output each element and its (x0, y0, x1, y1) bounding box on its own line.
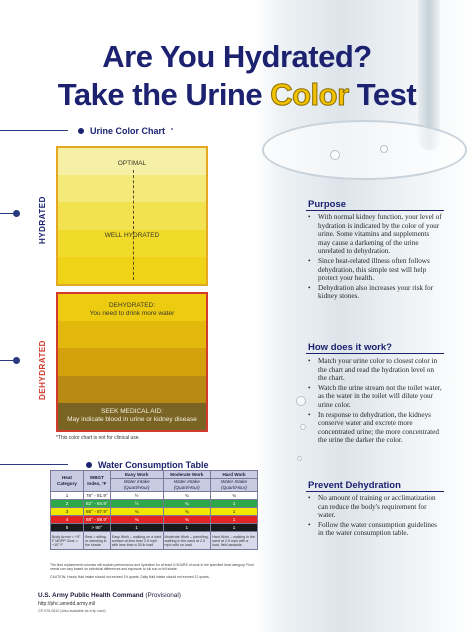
footer-url[interactable]: http://phc.amedd.army.mil (38, 601, 96, 607)
table-cell: > 90° (83, 524, 110, 532)
heading-bullet (86, 462, 92, 468)
how-rule (306, 353, 444, 354)
marker-dot (13, 357, 20, 364)
table-header: Moderate Work (163, 471, 211, 479)
urine-chart-heading-text: Urine Color Chart (90, 126, 166, 136)
list-item: • Match your urine color to closest color in the chart and read the hydration level on the chart. (306, 357, 442, 383)
footer-org (38, 592, 181, 599)
table-cell: 1 (211, 508, 258, 516)
heading-asterisk: * (171, 128, 173, 134)
table-cell: 2 (51, 500, 84, 508)
table-cell: ¾ (163, 516, 211, 524)
prevent-rule (306, 491, 444, 492)
list-item: • Follow the water consumption guidelines in the water consumption table. (306, 521, 442, 538)
table-cell: 82° - 84.9° (83, 500, 110, 508)
water-table-heading (86, 460, 209, 470)
table-row (51, 516, 258, 524)
title-color-word: Color (270, 77, 349, 112)
table-fine-print: The fluid replacement volumes will sustain performance and hydration for at least 4 HOURS of work in the specified heat category. Fluid needs can vary based on individual differences and exposure to full sun or full shade. (50, 563, 254, 571)
bubble-decoration (330, 150, 340, 160)
table-cell: 1 (163, 524, 211, 532)
table-cell: 1 (110, 524, 163, 532)
glass-rim (262, 120, 467, 180)
chart-note: *This color chart is not for clinical use. (56, 435, 140, 441)
footer-org-suffix: (Provisional) (143, 592, 181, 599)
list-item: • In response to dehydration, the kidneys conserve water and excrete more concentrated urine; the more concentrated the urine the darker the color. (306, 411, 442, 445)
table-subheader: Water Intake (Quart/Hour) (211, 479, 258, 492)
hydrated-side-label: HYDRATED (38, 196, 47, 244)
table-row (51, 492, 258, 500)
table-header: Heat Category (51, 471, 84, 492)
bubble-decoration (296, 396, 306, 406)
bubble-decoration (297, 456, 302, 461)
table-cell: 1 (51, 492, 84, 500)
how-list (306, 357, 442, 446)
well-hydrated-label: WELL HYDRATED (104, 232, 160, 239)
table-header: Hard Work (211, 471, 258, 479)
list-item: • No amount of training or acclimatization can reduce the body's requirement for water. (306, 494, 442, 520)
purpose-list (306, 213, 442, 302)
table-cell: 3 (51, 508, 84, 516)
table-cell: 1 (211, 524, 258, 532)
color-swatch (58, 257, 206, 284)
table-row (51, 508, 258, 516)
table-subheader: Water Intake (Quart/Hour) (110, 479, 163, 492)
heading-bullet (78, 128, 84, 134)
page-title (0, 38, 474, 114)
how-heading: How does it work? (308, 342, 392, 353)
footer-code: CP-075-0610 (Also available as a tip card) (38, 609, 106, 613)
list-item: • Since heat-related illness often follows dehydration, this simple test will help protect your health. (306, 257, 442, 283)
table-cell: 88° - 89.9° (83, 516, 110, 524)
table-header: Easy Work (110, 471, 163, 479)
purpose-rule (306, 210, 444, 211)
table-cell: 4 (51, 516, 84, 524)
water-table-heading-text: Water Consumption Table (98, 460, 209, 470)
table-row (51, 500, 258, 508)
drink-more-label: You need to drink more water (89, 310, 175, 317)
table-foot-cell: Rest = sitting or standing in the shade (83, 532, 110, 550)
table-cell: ½ (110, 492, 163, 500)
purpose-heading: Purpose (308, 199, 347, 210)
table-cell: 1 (211, 516, 258, 524)
marker-line (0, 130, 68, 131)
optimal-label: OPTIMAL (117, 160, 147, 167)
table-cell: 5 (51, 524, 84, 532)
table-cell: ¾ (211, 492, 258, 500)
list-item: • Watch the urine stream not the toilet water, as the water in the toilet will dilute your urine color. (306, 384, 442, 410)
table-cell: ¾ (163, 492, 211, 500)
title-line-2-a: Take the Urine (57, 77, 271, 112)
table-foot-cell: Easy Work – walking on a hard surface at less than 2.5 mph with less than a 30 lb load (110, 532, 163, 550)
dehydrated-label: DEHYDRATED: (108, 302, 156, 309)
seek-medical-detail: May indicate blood in urine or kidney disease (67, 416, 197, 423)
dehydrated-side-label: DEHYDRATED (38, 340, 47, 400)
hydration-arrow (133, 170, 134, 280)
urine-chart-heading (78, 126, 173, 136)
table-caution: CAUTION: Hourly fluid intake should not exceed 1½ quarts. Daily fluid intake should not exceed 12 quarts. (50, 575, 210, 579)
table-foot-cell: Body Armor = +5° F MOPP Gear = +10° F (51, 532, 84, 550)
table-cell: ¾ (163, 508, 211, 516)
table-cell: 1 (211, 500, 258, 508)
title-line-1: Are You Hydrated? (102, 39, 372, 74)
list-item: • With normal kidney function, your level of hydration is indicated by the color of your urine. Some vitamins and supplements may cause a darkening of the urine unrelated to dehydration. (306, 213, 442, 256)
color-swatch (58, 175, 206, 202)
table-cell: ¾ (110, 508, 163, 516)
dehydrated-color-chart (56, 292, 208, 432)
table-cell: ¾ (110, 516, 163, 524)
footer-org-name: U.S. Army Public Health Command (38, 592, 144, 599)
bubble-decoration (380, 145, 388, 153)
water-consumption-table (50, 470, 258, 550)
color-swatch (58, 376, 206, 403)
hydrated-color-chart (56, 146, 208, 286)
table-row (51, 524, 258, 532)
title-line-2 (0, 76, 474, 114)
table-foot-cell: Hard Work – walking in the sand at 2.5 mph with a load, field assaults (211, 532, 258, 550)
prevent-heading: Prevent Dehydration (308, 480, 401, 491)
table-cell: ¾ (163, 500, 211, 508)
table-header: WBGT Index, °F (83, 471, 110, 492)
marker-line (0, 464, 68, 465)
table-cell: 78° - 81.9° (83, 492, 110, 500)
table-subheader: Water Intake (Quart/Hour) (163, 479, 211, 492)
table-cell: ½ (110, 500, 163, 508)
color-swatch (58, 202, 206, 229)
seek-medical-label: SEEK MEDICAL AID: (101, 408, 163, 415)
table-cell: 85° - 87.9° (83, 508, 110, 516)
color-swatch (58, 321, 206, 348)
title-line-2-c: Test (348, 77, 417, 112)
list-item: • Dehydration also increases your risk for kidney stones. (306, 284, 442, 301)
color-swatch (58, 348, 206, 375)
prevent-list (306, 494, 442, 539)
marker-dot (13, 210, 20, 217)
table-foot-cell: Moderate Work – patrolling, walking in the sand at 2.5 mph with no load (163, 532, 211, 550)
